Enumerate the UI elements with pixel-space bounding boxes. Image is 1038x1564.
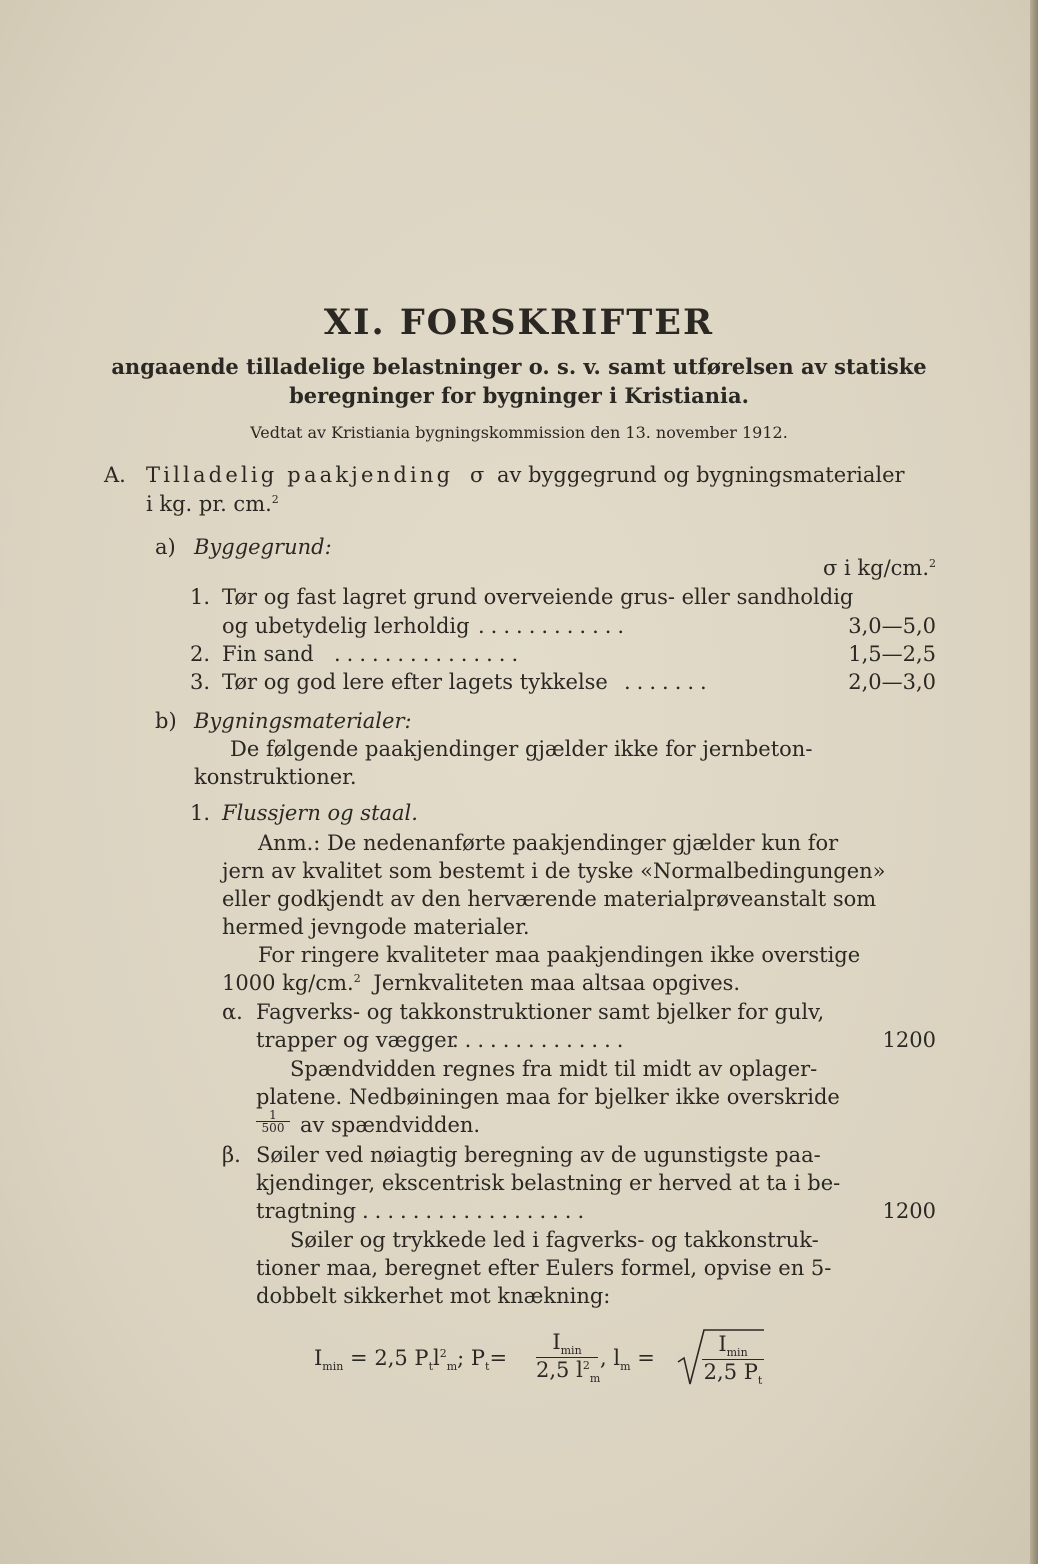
fraction-numerator: 1 xyxy=(269,1108,277,1122)
f-comma: , xyxy=(600,1346,607,1370)
ff2-coef: 2,5 xyxy=(703,1360,738,1385)
f-coef: 2,5 xyxy=(374,1346,408,1370)
alpha-note-3: av spændvidden. xyxy=(300,1113,481,1137)
f-eq3: = xyxy=(637,1346,655,1370)
f-eq: = xyxy=(350,1346,368,1370)
alpha-note-1: Spændvidden regnes fra midt til midt av oplager- xyxy=(290,1057,818,1081)
beta-label: β. xyxy=(222,1143,241,1167)
item-3-value: 2,0—3,0 xyxy=(848,670,936,694)
f-t2: t xyxy=(485,1360,490,1374)
f-l2: l xyxy=(613,1346,621,1370)
unit-header-text: σ i kg/cm. xyxy=(823,556,929,580)
formula-fraction-2 xyxy=(702,1332,764,1387)
fraction xyxy=(256,1109,290,1134)
item-2-num: 2. xyxy=(190,642,211,666)
beta-note-3: dobbelt sikkerhet mot knækning: xyxy=(256,1284,611,1308)
ringere-sup: 2 xyxy=(353,972,361,985)
beta-dots: .................. xyxy=(362,1199,591,1223)
beta-line-2: kjendinger, ekscentrisk belastning er herved at ta i be- xyxy=(256,1171,841,1195)
ringere-value: 1000 kg/cm. xyxy=(222,971,354,995)
f-l: l xyxy=(432,1346,440,1370)
ff2-num xyxy=(702,1332,764,1359)
part-a-title: Byggegrund: xyxy=(194,535,332,559)
alpha-line-2: trapper og vægger xyxy=(256,1028,457,1052)
subsection-1-title: Flussjern og staal. xyxy=(222,801,418,825)
ff1-coef: 2,5 xyxy=(536,1358,570,1383)
ringere-line-1: For ringere kvaliteter maa paakjendingen ikke overstige xyxy=(258,943,861,967)
unit-sup: 2 xyxy=(271,493,279,506)
item-3-text: Tør og god lere efter lagets tykkelse xyxy=(222,670,608,694)
ff1-I: I xyxy=(552,1330,561,1354)
f-eq2: = xyxy=(489,1346,508,1370)
f-P2: P xyxy=(470,1346,486,1370)
item-1-value: 3,0—5,0 xyxy=(848,614,936,638)
f-I: I xyxy=(314,1346,323,1370)
item-2-dots: ............... xyxy=(334,642,525,666)
anm-line-4: hermed jevngode materialer. xyxy=(222,915,530,939)
page-title: XI. FORSKRIFTER xyxy=(323,302,715,343)
fraction-denominator: 500 xyxy=(256,1121,290,1134)
item-2-value: 1,5—2,5 xyxy=(848,642,936,666)
alpha-value: 1200 xyxy=(882,1028,936,1052)
item-3-num: 3. xyxy=(190,670,211,694)
item-1-line-2: og ubetydelig lerholdig xyxy=(222,614,470,638)
ff2-I: I xyxy=(718,1332,727,1356)
part-b-title: Bygningsmaterialer: xyxy=(194,709,412,733)
unit-header-sup: 2 xyxy=(929,557,936,570)
alpha-line-1: Fagverks- og takkonstruktioner samt bjelker for gulv, xyxy=(256,1000,825,1024)
section-a-spaced: Tilladelig paakjending xyxy=(146,463,454,487)
f-P: P xyxy=(414,1346,429,1370)
anm-line-1: Anm.: De nedenanførte paakjendinger gjælder kun for xyxy=(258,831,839,855)
subsection-1-num: 1. xyxy=(190,801,211,825)
anm-line-2: jern av kvalitet som bestemt i de tyske «Normalbedingungen» xyxy=(222,859,886,883)
section-a-rest: av byggegrund og bygningsmaterialer xyxy=(497,463,905,487)
ringere-line-2 xyxy=(222,971,740,995)
ringere-text: Jernkvaliteten maa altsaa opgives. xyxy=(373,971,741,995)
ff1-min: min xyxy=(560,1344,582,1358)
item-2-text: Fin sand xyxy=(222,642,314,666)
section-a-heading xyxy=(146,463,936,487)
anm-line-3: eller godkjendt av den herværende materialprøveanstalt som xyxy=(222,887,877,911)
subtitle-line-2: beregninger for bygninger i Kristiania. xyxy=(289,383,749,408)
beta-note-2: tioner maa, beregnet efter Eulers formel, opvise en 5- xyxy=(256,1256,832,1280)
sigma-symbol: σ xyxy=(469,463,485,487)
f-t: t xyxy=(428,1360,433,1374)
ff2-t: t xyxy=(757,1374,763,1388)
f-m: m xyxy=(446,1360,458,1374)
part-b-intro-1: De følgende paakjendinger gjælder ikke for jernbeton- xyxy=(230,737,813,761)
item-3-dots: ....... xyxy=(624,670,713,694)
item-1-num: 1. xyxy=(190,585,211,609)
decree-line: Vedtat av Kristiania bygningskommission den 13. november 1912. xyxy=(250,423,788,442)
ff1-den xyxy=(536,1357,601,1386)
alpha-dots: .............. xyxy=(452,1028,630,1052)
page-edge xyxy=(1030,0,1038,1564)
ff1-m: m xyxy=(589,1372,601,1386)
ff2-den xyxy=(702,1359,764,1387)
f-min: min xyxy=(322,1360,344,1374)
unit-text: i kg. pr. cm. xyxy=(146,492,272,516)
ff1-num xyxy=(536,1330,598,1357)
subtitle-line-1: angaaende tilladelige belastninger o. s. v. samt utførelsen av statiske xyxy=(111,354,927,379)
f-semi: ; xyxy=(457,1346,465,1370)
beta-note-1: Søiler og trykkede led i fagverks- og takkonstruk- xyxy=(290,1228,819,1252)
beta-value: 1200 xyxy=(882,1199,936,1223)
ff2-P: P xyxy=(743,1360,758,1385)
unit-header xyxy=(823,556,936,580)
ff1-l: l xyxy=(576,1358,583,1383)
formula-fraction-1 xyxy=(536,1330,601,1386)
part-b-intro-2: konstruktioner. xyxy=(194,765,357,789)
beta-line-1: Søiler ved nøiagtig beregning av de ugunstigste paa- xyxy=(256,1143,821,1167)
alpha-label: α. xyxy=(222,1000,243,1024)
section-a-line-2 xyxy=(146,492,279,516)
ff1-two: 2 xyxy=(582,1359,590,1373)
alpha-note-2: platene. Nedbøiningen maa for bjelker ikke overskride xyxy=(256,1085,840,1109)
beta-line-3: tragtning xyxy=(256,1199,357,1223)
formula-lhs xyxy=(314,1346,507,1373)
part-b-label: b) xyxy=(155,709,177,733)
section-a-label: A. xyxy=(104,463,126,487)
f-two: 2 xyxy=(439,1347,447,1360)
item-1-dots: ............ xyxy=(478,614,631,638)
f-m2: m xyxy=(620,1360,631,1374)
item-1-line-1: Tør og fast lagret grund overveiende grus- eller sandholdig xyxy=(222,585,854,609)
part-a-label: a) xyxy=(155,535,176,559)
formula-l xyxy=(600,1346,655,1373)
ff2-min: min xyxy=(726,1346,748,1360)
